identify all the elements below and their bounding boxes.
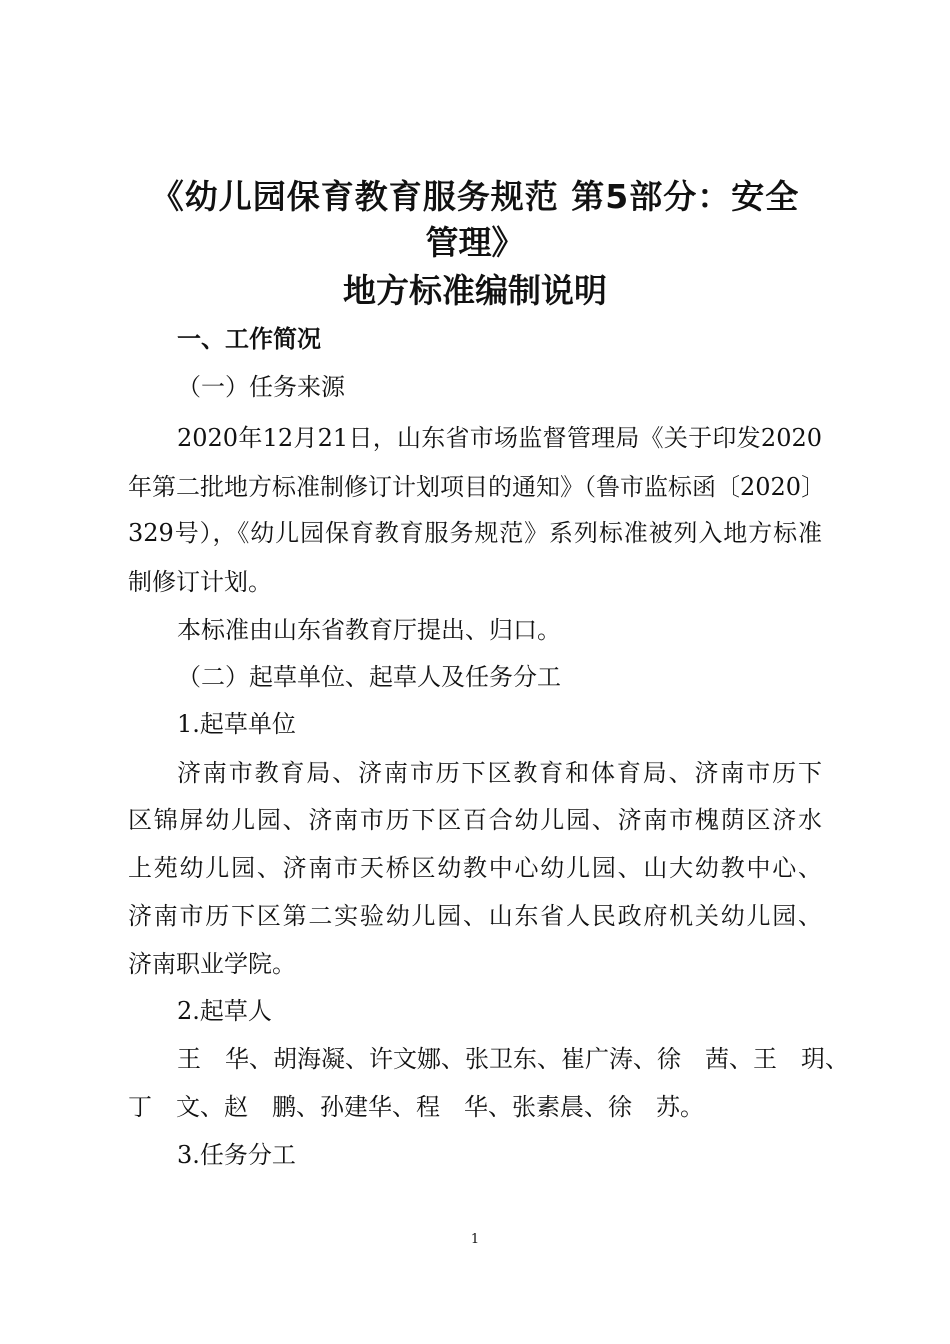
section-heading-work-overview: 一、工作简况 — [177, 325, 321, 353]
paragraph-line: 王 华、胡海凝、许文娜、张卫东、崔广涛、徐 茜、王 玥、 — [177, 1045, 849, 1073]
paragraph-line: 丁 文、赵 鹏、孙建华、程 华、张素晨、徐 苏。 — [128, 1093, 704, 1121]
paragraph-line: 年第二批地方标准制修订计划项目的通知》（鲁市监标函〔2020〕 — [128, 473, 826, 501]
item-heading-task-division: 3.任务分工 — [177, 1141, 296, 1169]
subsection-heading-task-source: （一）任务来源 — [177, 373, 345, 401]
item-heading-drafters: 2.起草人 — [177, 997, 272, 1025]
paragraph-line: 济南市教育局、济南市历下区教育和体育局、济南市历下 — [177, 759, 822, 787]
paragraph-line: 2020年12月21日，山东省市场监督管理局《关于印发2020 — [177, 424, 822, 452]
paragraph-line: 329号），《幼儿园保育教育服务规范》系列标准被列入地方标准 — [128, 519, 822, 547]
item-heading-drafting-units: 1.起草单位 — [177, 710, 296, 738]
subsection-heading-drafting: （二）起草单位、起草人及任务分工 — [177, 663, 561, 691]
title-line-3: 地方标准编制说明 — [343, 271, 607, 310]
title-line-2: 管理》 — [425, 223, 525, 262]
paragraph-line: 制修订计划。 — [128, 568, 272, 596]
paragraph-line: 上苑幼儿园、济南市天桥区幼教中心幼儿园、山大幼教中心、 — [128, 854, 822, 882]
paragraph-line: 济南职业学院。 — [128, 950, 296, 978]
page-number: 1 — [470, 1232, 480, 1247]
paragraph-line: 区锦屏幼儿园、济南市历下区百合幼儿园、济南市槐荫区济水 — [128, 806, 822, 834]
paragraph-line: 济南市历下区第二实验幼儿园、山东省人民政府机关幼儿园、 — [128, 902, 822, 930]
paragraph-proposer: 本标准由山东省教育厅提出、归口。 — [177, 616, 561, 644]
title-line-1: 《幼儿园保育教育服务规范 第5部分：安全 — [150, 177, 800, 216]
